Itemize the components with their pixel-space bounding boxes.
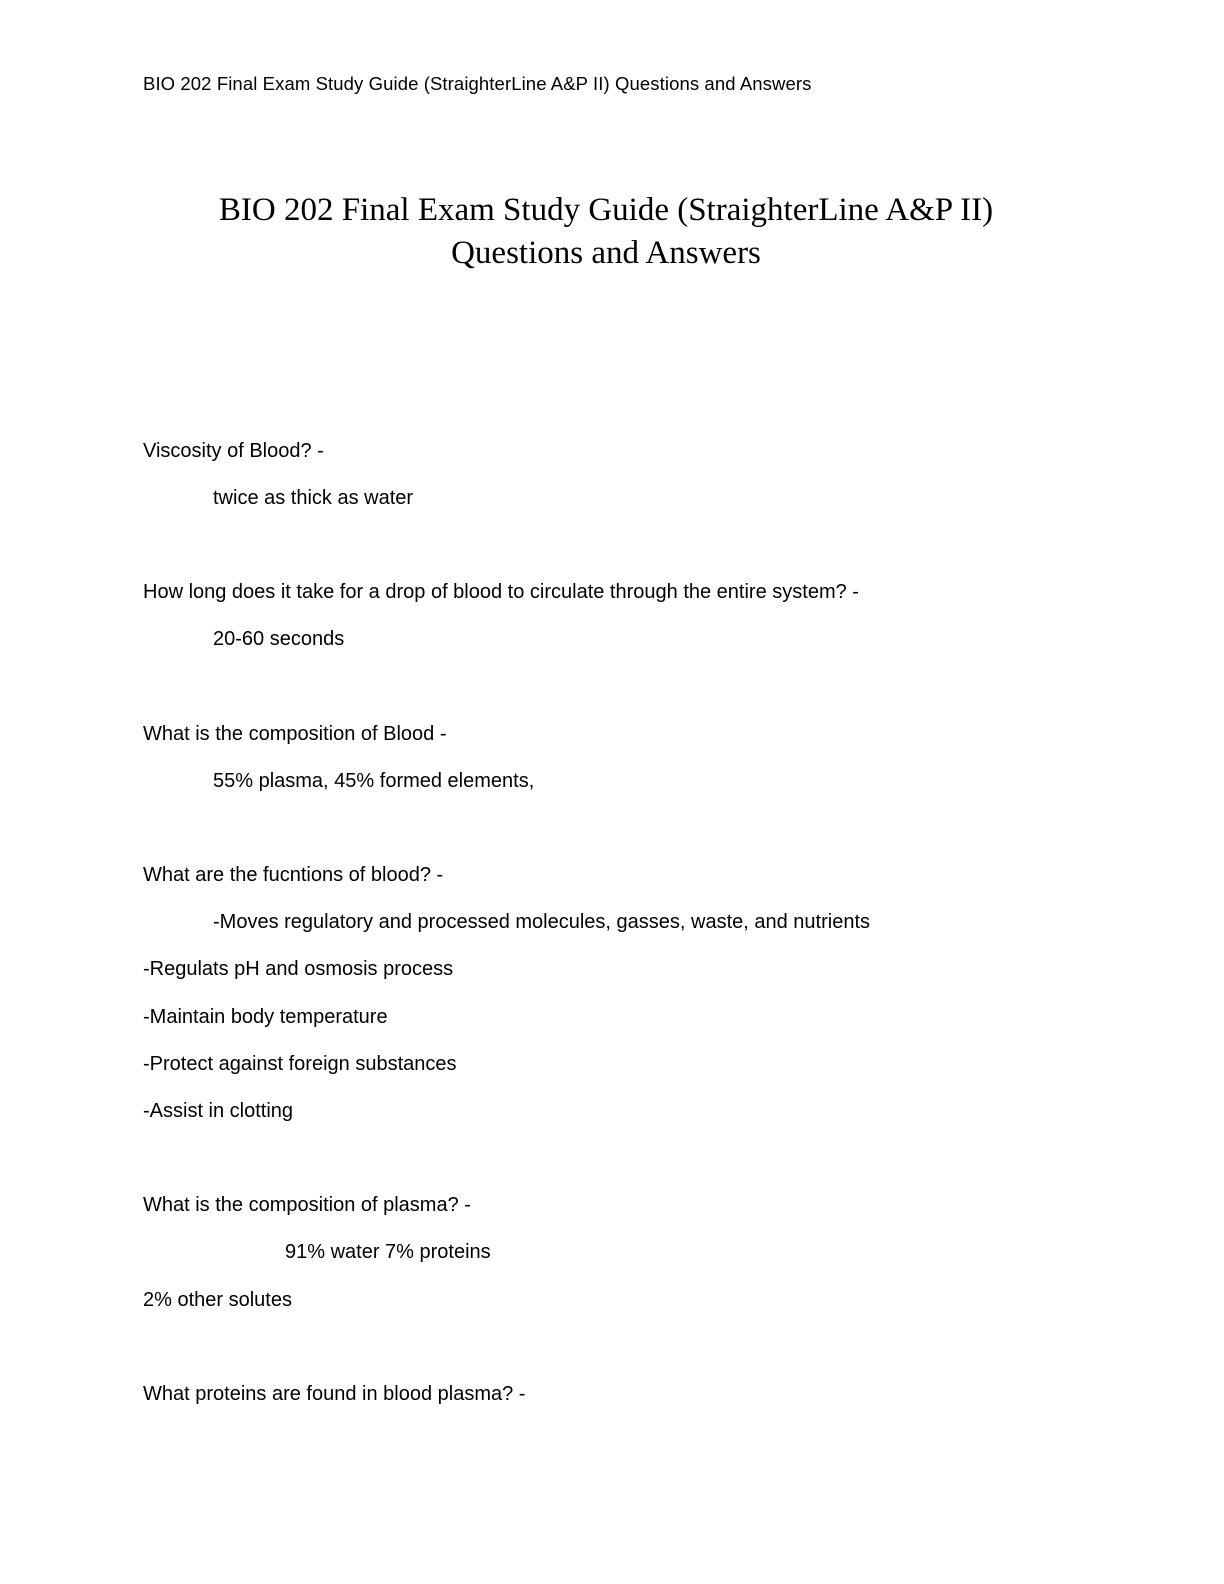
answer-4: -Moves regulatory and processed molecules, gasses, waste, and nutrients [213,911,871,933]
answer-3: 55% plasma, 45% formed elements, [213,770,535,792]
question-5: What is the composition of plasma? - [143,1194,471,1216]
question-1: Viscosity of Blood? - [143,440,324,462]
question-2: How long does it take for a drop of blood to circulate through the entire system? - [143,581,859,603]
question-4: What are the fucntions of blood? - [143,864,444,886]
answer-5: 91% water 7% proteins [285,1241,491,1263]
answer-4-line-3: -Maintain body temperature [143,1006,388,1028]
document-title [0,189,1212,275]
running-header: BIO 202 Final Exam Study Guide (StraighterLine A&P II) Questions and Answers [143,73,812,94]
answer-2: 20-60 seconds [213,628,345,650]
question-6: What proteins are found in blood plasma? - [143,1383,526,1405]
answer-4-line-2: -Regulats pH and osmosis process [143,958,454,980]
question-3: What is the composition of Blood - [143,723,447,745]
answer-4-line-4: -Protect against foreign substances [143,1053,457,1075]
answer-4-line-5: -Assist in clotting [143,1100,294,1122]
document-title-line-2: Questions and Answers [451,235,761,271]
document-title-line-1: BIO 202 Final Exam Study Guide (StraighterLine A&P II) [218,192,994,228]
answer-5-line-2: 2% other solutes [143,1289,292,1311]
answer-1: twice as thick as water [213,487,414,509]
